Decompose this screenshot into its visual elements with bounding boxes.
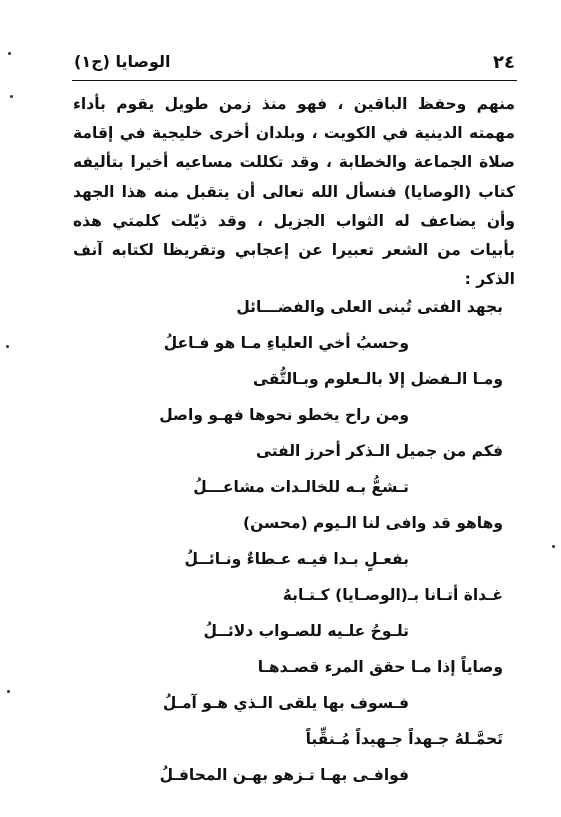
poem-verse: فكم من جميل الـذكر أحرز الفتى	[256, 442, 503, 460]
poem-verse: فـسوف بها يلقى الـذي هـو آمـلُ	[162, 694, 409, 712]
poem-verse: وحسبُ أخي العلياءِ مـا هو فـاعلُ	[163, 334, 409, 352]
paragraph-text: منهم وحفظ الباقين ، فهو منذ زمن طويل يقوم بأداء مهمته الدينية في الكويت ، وبلدان أخرى خليجية في إقامة صلاة الجماعة والخطابة ، وقد تكللت مساعيه أخيرا بتأليفه كتاب (الوصايا) فنسأل الله تعالى أن يتقبل منه هذا الجهد وأن يضاعف له الثواب الجزيل ، وقد ذيّلت كلمتي هذه بأبيات من الشعر تعبيرا عن إعجابي وتقريظا لكتابه آنف الذكر :	[73, 95, 515, 289]
scan-speck	[7, 690, 10, 693]
page-number: ٢٤	[493, 52, 515, 73]
poem-verse: تَحمَّـلهُ جـهداً جـهيداً مُـنقِّباً	[305, 730, 503, 748]
running-title: الوصايا (ج١)	[74, 52, 171, 71]
header-divider	[72, 80, 517, 81]
poem-verse: وصاياً إذا مـا حقق المرء قصـدهـا	[257, 658, 503, 676]
body-paragraph	[73, 90, 515, 294]
poem-verse: ومن راح يخطو نحوها فهـو واصل	[159, 406, 409, 424]
scan-speck	[6, 345, 9, 348]
scan-speck	[552, 545, 555, 548]
poem-verse: ومـا الـفضل إلا بالـعلوم وبـالتُّقى	[253, 370, 503, 388]
poem-verse: بفعـلٍ بـدا فيـه عـطاءٌ ونـائــلُ	[184, 550, 409, 568]
poem-verse: وهاهو قد وافى لنا الـيوم (محسن)	[243, 514, 503, 532]
page-header	[74, 50, 515, 76]
poem-verse: فوافـى بهـا تـزهو بهـن المحافـلُ	[159, 766, 409, 784]
poem-verse: بجهد الفتى تُبنى العلى والفضـــائل	[236, 298, 503, 316]
poem-verse: تـشعُّ بـه للخالـدات مشاعـــلُ	[193, 478, 409, 496]
poem-verse: تلـوحُ علـيه للصـواب دلائــلُ	[203, 622, 409, 640]
poem-verse: غـداة أتـانا بـ(الوصـايا) كـتـابهُ	[282, 586, 503, 604]
scan-speck	[8, 52, 11, 55]
scan-speck	[10, 95, 13, 98]
